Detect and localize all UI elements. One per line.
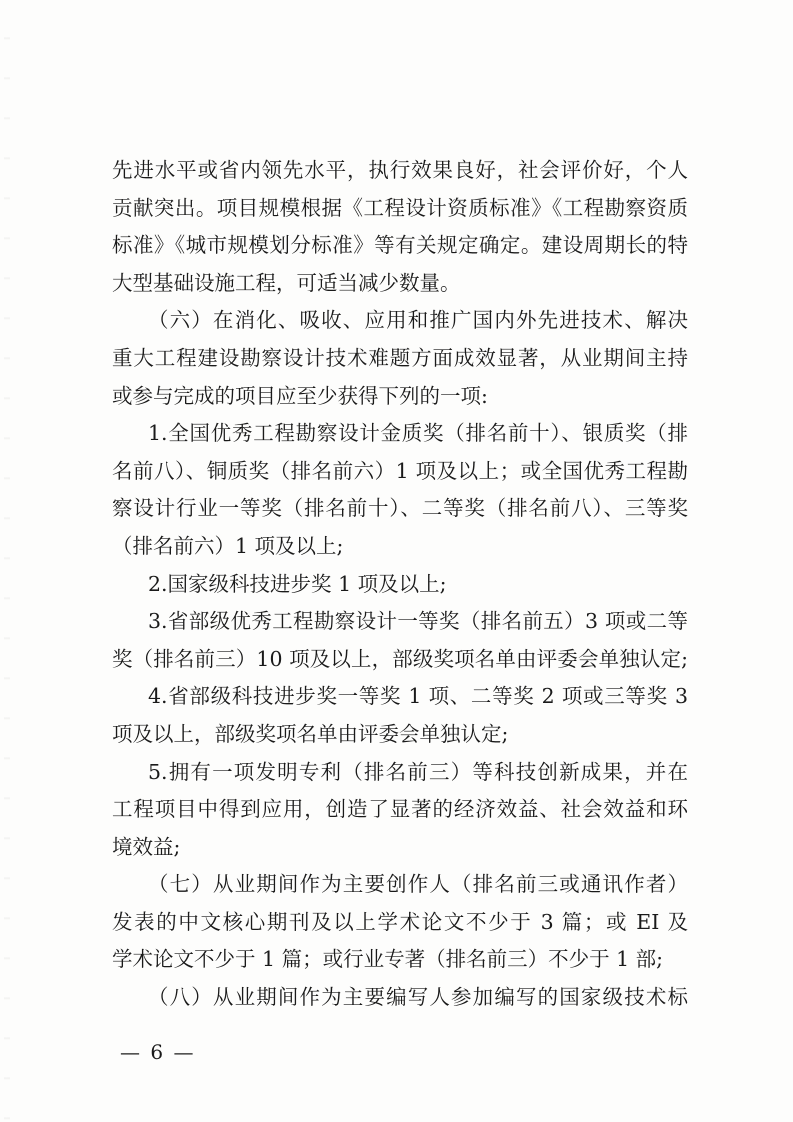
text-line-23: （八）从业期间作为主要编写人参加编写的国家级技术标 xyxy=(148,985,688,1010)
text-line-19: 境效益; xyxy=(112,834,181,859)
text-line-12: 2.国家级科技进步奖 1 项及以上; xyxy=(148,571,447,596)
text-line-18: 工程项目中得到应用，创造了显著的经济效益、社会效益和环 xyxy=(112,797,688,822)
text-line-9: 名前八）、铜质奖（排名前六）1 项及以上；或全国优秀工程勘 xyxy=(112,458,688,483)
text-line-4: 大型基础设施工程，可适当减少数量。 xyxy=(112,270,461,295)
text-line-22: 学术论文不少于 1 篇；或行业专著（排名前三）不少于 1 部; xyxy=(112,947,664,972)
scan-edge-artifact xyxy=(4,0,10,1122)
text-line-14: 奖（排名前三）10 项及以上，部级奖项名单由评委会单独认定; xyxy=(112,646,688,671)
text-line-5: （六）在消化、吸收、应用和推广国内外先进技术、解决 xyxy=(148,308,688,333)
text-line-21: 发表的中文核心期刊及以上学术论文不少于 3 篇；或 EI 及 xyxy=(112,909,688,934)
text-line-3: 标准》《城市规模划分标准》等有关规定确定。建设周期长的特 xyxy=(112,233,688,258)
text-line-7: 或参与完成的项目应至少获得下列的一项: xyxy=(112,383,488,408)
text-line-10: 察设计行业一等奖（排名前十）、二等奖（排名前八）、三等奖 xyxy=(112,496,688,521)
text-line-2: 贡献突出。项目规模根据《工程设计资质标准》《工程勘察资质 xyxy=(112,195,688,220)
text-line-17: 5.拥有一项发明专利（排名前三）等科技创新成果，并在 xyxy=(148,759,688,784)
body-text xyxy=(112,152,688,1017)
text-line-16: 项及以上，部级奖项名单由评委会单独认定; xyxy=(112,721,509,746)
text-line-15: 4.省部级科技进步奖一等奖 1 项、二等奖 2 项或三等奖 3 xyxy=(148,684,688,709)
page-number: — 6 — xyxy=(120,1040,196,1064)
text-line-1: 先进水平或省内领先水平，执行效果良好，社会评价好，个人 xyxy=(112,158,688,182)
text-line-8: 1.全国优秀工程勘察设计金质奖（排名前十）、银质奖（排 xyxy=(148,421,688,446)
text-line-6: 重大工程建设勘察设计技术难题方面成效显著，从业期间主持 xyxy=(112,345,688,370)
text-line-20: （七）从业期间作为主要创作人（排名前三或通讯作者） xyxy=(148,872,688,897)
text-line-13: 3.省部级优秀工程勘察设计一等奖（排名前五）3 项或二等 xyxy=(148,609,688,634)
text-line-11: （排名前六）1 项及以上; xyxy=(112,533,344,558)
